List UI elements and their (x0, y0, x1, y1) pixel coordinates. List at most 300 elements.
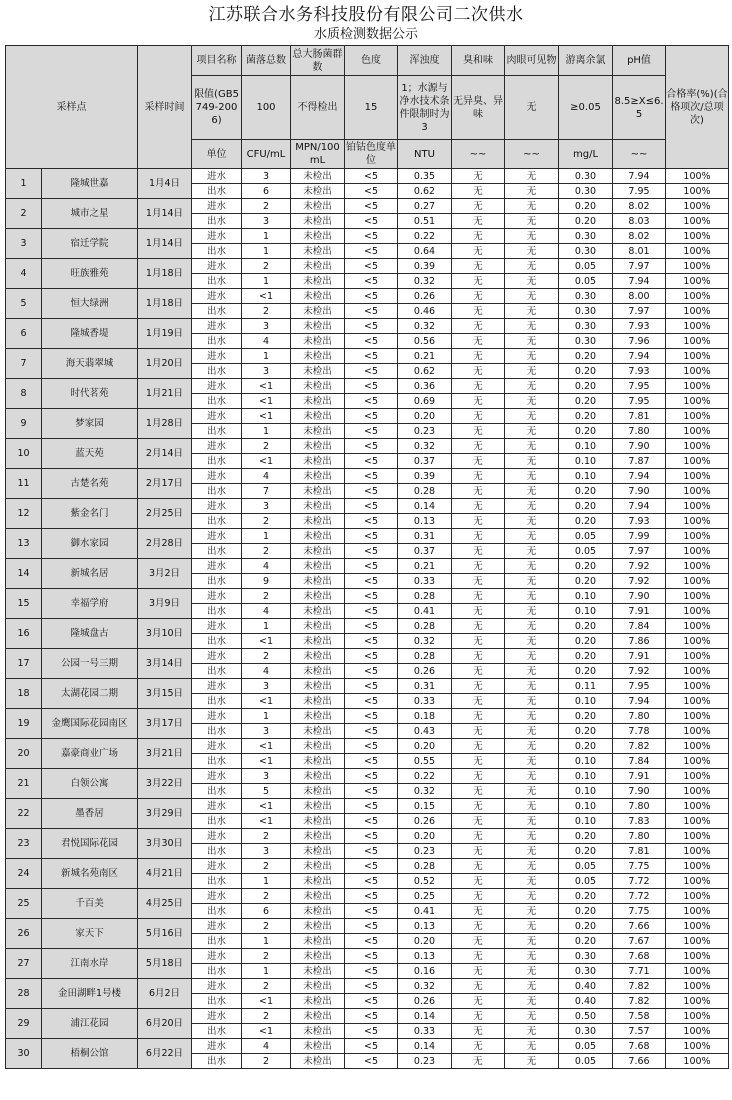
water-type-cell: 出水 (192, 424, 242, 439)
coliform-cell: 未检出 (291, 289, 345, 304)
water-type-cell: 进水 (192, 169, 242, 184)
turbidity-cell: 0.28 (398, 619, 452, 634)
odor-cell: 无 (452, 814, 505, 829)
color-cell: <5 (345, 829, 398, 844)
visible-matter-cell: 无 (505, 619, 559, 634)
coliform-cell: 未检出 (291, 1009, 345, 1024)
header-col-limit: 无 (505, 76, 559, 140)
site-name-cell: 城市之星 (42, 199, 138, 229)
coliform-cell: 未检出 (291, 934, 345, 949)
site-number-cell: 28 (6, 979, 42, 1009)
header-col-unit: MPN/100mL (291, 140, 345, 169)
water-type-cell: 进水 (192, 379, 242, 394)
site-name-cell: 浦江花园 (42, 1009, 138, 1039)
visible-matter-cell: 无 (505, 514, 559, 529)
table-row (6, 169, 729, 184)
colony-count-cell: 2 (242, 259, 291, 274)
coliform-cell: 未检出 (291, 469, 345, 484)
turbidity-cell: 0.37 (398, 544, 452, 559)
turbidity-cell: 0.62 (398, 364, 452, 379)
odor-cell: 无 (452, 649, 505, 664)
ph-cell: 7.90 (613, 484, 666, 499)
visible-matter-cell: 无 (505, 919, 559, 934)
colony-count-cell: 3 (242, 679, 291, 694)
table-row (6, 1009, 729, 1024)
odor-cell: 无 (452, 454, 505, 469)
coliform-cell: 未检出 (291, 754, 345, 769)
odor-cell: 无 (452, 1024, 505, 1039)
color-cell: <5 (345, 409, 398, 424)
turbidity-cell: 0.32 (398, 274, 452, 289)
turbidity-cell: 0.26 (398, 814, 452, 829)
site-number-cell: 27 (6, 949, 42, 979)
odor-cell: 无 (452, 364, 505, 379)
coliform-cell: 未检出 (291, 679, 345, 694)
coliform-cell: 未检出 (291, 1054, 345, 1069)
qualified-rate-cell: 100% (666, 769, 729, 784)
water-type-cell: 出水 (192, 574, 242, 589)
ph-cell: 7.91 (613, 649, 666, 664)
visible-matter-cell: 无 (505, 679, 559, 694)
turbidity-cell: 0.15 (398, 799, 452, 814)
qualified-rate-cell: 100% (666, 1039, 729, 1054)
chlorine-cell: 0.20 (559, 649, 613, 664)
chlorine-cell: 0.20 (559, 844, 613, 859)
water-type-cell: 出水 (192, 304, 242, 319)
colony-count-cell: <1 (242, 289, 291, 304)
qualified-rate-cell: 100% (666, 619, 729, 634)
turbidity-cell: 0.14 (398, 1039, 452, 1054)
color-cell: <5 (345, 1009, 398, 1024)
turbidity-cell: 0.28 (398, 589, 452, 604)
odor-cell: 无 (452, 529, 505, 544)
coliform-cell: 未检出 (291, 244, 345, 259)
table-row (6, 979, 729, 994)
chlorine-cell: 0.10 (559, 454, 613, 469)
water-type-cell: 进水 (192, 979, 242, 994)
turbidity-cell: 0.32 (398, 979, 452, 994)
site-name-cell: 海天翡翠城 (42, 349, 138, 379)
coliform-cell: 未检出 (291, 409, 345, 424)
site-name-cell: 太湖花园二期 (42, 679, 138, 709)
chlorine-cell: 0.20 (559, 214, 613, 229)
qualified-rate-cell: 100% (666, 889, 729, 904)
chlorine-cell: 0.10 (559, 469, 613, 484)
sample-date-cell: 3月2日 (138, 559, 192, 589)
ph-cell: 7.58 (613, 1009, 666, 1024)
ph-cell: 7.95 (613, 184, 666, 199)
qualified-rate-cell: 100% (666, 199, 729, 214)
odor-cell: 无 (452, 184, 505, 199)
color-cell: <5 (345, 679, 398, 694)
ph-cell: 7.94 (613, 469, 666, 484)
turbidity-cell: 0.20 (398, 409, 452, 424)
turbidity-cell: 0.33 (398, 694, 452, 709)
colony-count-cell: 3 (242, 499, 291, 514)
visible-matter-cell: 无 (505, 319, 559, 334)
table-row (6, 679, 729, 694)
qualified-rate-cell: 100% (666, 229, 729, 244)
turbidity-cell: 0.37 (398, 454, 452, 469)
ph-cell: 7.66 (613, 919, 666, 934)
colony-count-cell: 2 (242, 589, 291, 604)
odor-cell: 无 (452, 994, 505, 1009)
color-cell: <5 (345, 619, 398, 634)
turbidity-cell: 0.36 (398, 379, 452, 394)
water-type-cell: 出水 (192, 724, 242, 739)
colony-count-cell: 1 (242, 244, 291, 259)
qualified-rate-cell: 100% (666, 499, 729, 514)
chlorine-cell: 0.10 (559, 439, 613, 454)
water-type-cell: 进水 (192, 619, 242, 634)
water-type-cell: 出水 (192, 814, 242, 829)
turbidity-cell: 0.20 (398, 739, 452, 754)
odor-cell: 无 (452, 229, 505, 244)
color-cell: <5 (345, 1054, 398, 1069)
site-number-cell: 30 (6, 1039, 42, 1069)
site-number-cell: 23 (6, 829, 42, 859)
site-name-cell: 家天下 (42, 919, 138, 949)
colony-count-cell: 2 (242, 1054, 291, 1069)
site-number-cell: 1 (6, 169, 42, 199)
turbidity-cell: 0.32 (398, 784, 452, 799)
sample-date-cell: 1月18日 (138, 289, 192, 319)
color-cell: <5 (345, 184, 398, 199)
ph-cell: 7.83 (613, 814, 666, 829)
chlorine-cell: 0.10 (559, 754, 613, 769)
color-cell: <5 (345, 364, 398, 379)
page-title: 江苏联合水务科技股份有限公司二次供水 (208, 5, 524, 25)
ph-cell: 7.92 (613, 559, 666, 574)
odor-cell: 无 (452, 904, 505, 919)
chlorine-cell: 0.05 (559, 274, 613, 289)
odor-cell: 无 (452, 604, 505, 619)
turbidity-cell: 0.27 (398, 199, 452, 214)
coliform-cell: 未检出 (291, 259, 345, 274)
turbidity-cell: 0.46 (398, 304, 452, 319)
colony-count-cell: 3 (242, 169, 291, 184)
sample-date-cell: 5月18日 (138, 949, 192, 979)
ph-cell: 7.94 (613, 694, 666, 709)
odor-cell: 无 (452, 469, 505, 484)
colony-count-cell: <1 (242, 994, 291, 1009)
site-number-cell: 20 (6, 739, 42, 769)
table-row (6, 289, 729, 304)
ph-cell: 7.66 (613, 1054, 666, 1069)
color-cell: <5 (345, 904, 398, 919)
color-cell: <5 (345, 169, 398, 184)
header-col-name: 总大肠菌群数 (291, 46, 345, 76)
header-col-name: pH值 (613, 46, 666, 76)
water-type-cell: 出水 (192, 844, 242, 859)
table-row (6, 259, 729, 274)
water-type-cell: 进水 (192, 319, 242, 334)
chlorine-cell: 0.20 (559, 709, 613, 724)
odor-cell: 无 (452, 289, 505, 304)
site-number-cell: 24 (6, 859, 42, 889)
visible-matter-cell: 无 (505, 214, 559, 229)
ph-cell: 7.75 (613, 904, 666, 919)
color-cell: <5 (345, 574, 398, 589)
coliform-cell: 未检出 (291, 724, 345, 739)
color-cell: <5 (345, 229, 398, 244)
site-number-cell: 21 (6, 769, 42, 799)
turbidity-cell: 0.55 (398, 754, 452, 769)
colony-count-cell: 1 (242, 349, 291, 364)
chlorine-cell: 0.30 (559, 229, 613, 244)
header-col-name: 浑浊度 (398, 46, 452, 76)
chlorine-cell: 0.05 (559, 859, 613, 874)
site-number-cell: 26 (6, 919, 42, 949)
qualified-rate-cell: 100% (666, 544, 729, 559)
sample-date-cell: 4月21日 (138, 859, 192, 889)
ph-cell: 7.90 (613, 439, 666, 454)
header-col-limit: 1；水源与净水技术条件限制时为3 (398, 76, 452, 140)
color-cell: <5 (345, 874, 398, 889)
visible-matter-cell: 无 (505, 529, 559, 544)
odor-cell: 无 (452, 214, 505, 229)
table-row (6, 709, 729, 724)
turbidity-cell: 0.51 (398, 214, 452, 229)
colony-count-cell: 9 (242, 574, 291, 589)
coliform-cell: 未检出 (291, 694, 345, 709)
color-cell: <5 (345, 664, 398, 679)
sample-date-cell: 3月9日 (138, 589, 192, 619)
turbidity-cell: 0.32 (398, 634, 452, 649)
visible-matter-cell: 无 (505, 289, 559, 304)
ph-cell: 7.95 (613, 379, 666, 394)
chlorine-cell: 0.30 (559, 304, 613, 319)
qualified-rate-cell: 100% (666, 394, 729, 409)
colony-count-cell: 1 (242, 619, 291, 634)
odor-cell: 无 (452, 589, 505, 604)
color-cell: <5 (345, 394, 398, 409)
site-name-cell: 幸福学府 (42, 589, 138, 619)
coliform-cell: 未检出 (291, 439, 345, 454)
site-name-cell: 宿迁学院 (42, 229, 138, 259)
ph-cell: 7.80 (613, 709, 666, 724)
odor-cell: 无 (452, 949, 505, 964)
chlorine-cell: 0.20 (559, 634, 613, 649)
odor-cell: 无 (452, 169, 505, 184)
qualified-rate-cell: 100% (666, 454, 729, 469)
turbidity-cell: 0.23 (398, 424, 452, 439)
water-type-cell: 出水 (192, 274, 242, 289)
turbidity-cell: 0.13 (398, 514, 452, 529)
visible-matter-cell: 无 (505, 274, 559, 289)
odor-cell: 无 (452, 619, 505, 634)
table-row (6, 379, 729, 394)
color-cell: <5 (345, 304, 398, 319)
water-type-cell: 出水 (192, 874, 242, 889)
colony-count-cell: 4 (242, 334, 291, 349)
qualified-rate-cell: 100% (666, 589, 729, 604)
chlorine-cell: 0.05 (559, 1039, 613, 1054)
ph-cell: 7.84 (613, 754, 666, 769)
coliform-cell: 未检出 (291, 874, 345, 889)
turbidity-cell: 0.26 (398, 289, 452, 304)
table-row (6, 559, 729, 574)
ph-cell: 7.80 (613, 424, 666, 439)
ph-cell: 8.03 (613, 214, 666, 229)
water-type-cell: 出水 (192, 184, 242, 199)
site-number-cell: 9 (6, 409, 42, 439)
turbidity-cell: 0.32 (398, 439, 452, 454)
water-type-cell: 出水 (192, 244, 242, 259)
ph-cell: 7.78 (613, 724, 666, 739)
odor-cell: 无 (452, 724, 505, 739)
site-name-cell: 旺族雅苑 (42, 259, 138, 289)
qualified-rate-cell: 100% (666, 349, 729, 364)
water-type-cell: 出水 (192, 754, 242, 769)
header-col-name: 色度 (345, 46, 398, 76)
visible-matter-cell: 无 (505, 169, 559, 184)
site-name-cell: 时代茗苑 (42, 379, 138, 409)
site-name-cell: 白领公寓 (42, 769, 138, 799)
chlorine-cell: 0.30 (559, 1024, 613, 1039)
water-type-cell: 出水 (192, 514, 242, 529)
visible-matter-cell: 无 (505, 874, 559, 889)
water-type-cell: 出水 (192, 994, 242, 1009)
turbidity-cell: 0.14 (398, 499, 452, 514)
turbidity-cell: 0.22 (398, 769, 452, 784)
odor-cell: 无 (452, 754, 505, 769)
visible-matter-cell: 无 (505, 664, 559, 679)
qualified-rate-cell: 100% (666, 334, 729, 349)
ph-cell: 7.81 (613, 844, 666, 859)
colony-count-cell: <1 (242, 739, 291, 754)
water-type-cell: 出水 (192, 454, 242, 469)
color-cell: <5 (345, 424, 398, 439)
colony-count-cell: 6 (242, 904, 291, 919)
chlorine-cell: 0.30 (559, 319, 613, 334)
sample-date-cell: 1月20日 (138, 349, 192, 379)
chlorine-cell: 0.30 (559, 334, 613, 349)
coliform-cell: 未检出 (291, 664, 345, 679)
coliform-cell: 未检出 (291, 544, 345, 559)
site-name-cell: 墨香居 (42, 799, 138, 829)
visible-matter-cell: 无 (505, 409, 559, 424)
turbidity-cell: 0.33 (398, 574, 452, 589)
visible-matter-cell: 无 (505, 889, 559, 904)
sample-date-cell: 1月4日 (138, 169, 192, 199)
turbidity-cell: 0.43 (398, 724, 452, 739)
ph-cell: 7.80 (613, 799, 666, 814)
visible-matter-cell: 无 (505, 1039, 559, 1054)
visible-matter-cell: 无 (505, 964, 559, 979)
color-cell: <5 (345, 289, 398, 304)
coliform-cell: 未检出 (291, 394, 345, 409)
turbidity-cell: 0.13 (398, 919, 452, 934)
turbidity-cell: 0.69 (398, 394, 452, 409)
color-cell: <5 (345, 469, 398, 484)
site-number-cell: 18 (6, 679, 42, 709)
qualified-rate-cell: 100% (666, 679, 729, 694)
colony-count-cell: 1 (242, 964, 291, 979)
site-name-cell: 金鹰国际花园南区 (42, 709, 138, 739)
sample-date-cell: 2月25日 (138, 499, 192, 529)
color-cell: <5 (345, 214, 398, 229)
water-type-cell: 进水 (192, 529, 242, 544)
color-cell: <5 (345, 949, 398, 964)
chlorine-cell: 0.05 (559, 544, 613, 559)
ph-cell: 7.82 (613, 739, 666, 754)
turbidity-cell: 0.28 (398, 649, 452, 664)
sample-date-cell: 1月21日 (138, 379, 192, 409)
color-cell: <5 (345, 379, 398, 394)
turbidity-cell: 0.13 (398, 949, 452, 964)
header-item-label: 项目名称 (192, 46, 242, 76)
odor-cell: 无 (452, 799, 505, 814)
table-header (6, 46, 729, 169)
qualified-rate-cell: 100% (666, 259, 729, 274)
site-name-cell: 御水家园 (42, 529, 138, 559)
colony-count-cell: 2 (242, 919, 291, 934)
chlorine-cell: 0.20 (559, 379, 613, 394)
table-row (6, 349, 729, 364)
site-number-cell: 2 (6, 199, 42, 229)
color-cell: <5 (345, 1024, 398, 1039)
visible-matter-cell: 无 (505, 424, 559, 439)
water-type-cell: 出水 (192, 544, 242, 559)
coliform-cell: 未检出 (291, 349, 345, 364)
ph-cell: 8.02 (613, 229, 666, 244)
sample-date-cell: 6月20日 (138, 1009, 192, 1039)
qualified-rate-cell: 100% (666, 994, 729, 1009)
visible-matter-cell: 无 (505, 304, 559, 319)
site-number-cell: 29 (6, 1009, 42, 1039)
odor-cell: 无 (452, 349, 505, 364)
colony-count-cell: <1 (242, 634, 291, 649)
color-cell: <5 (345, 799, 398, 814)
turbidity-cell: 0.25 (398, 889, 452, 904)
site-number-cell: 22 (6, 799, 42, 829)
water-type-cell: 进水 (192, 919, 242, 934)
color-cell: <5 (345, 1039, 398, 1054)
turbidity-cell: 0.21 (398, 559, 452, 574)
chlorine-cell: 0.10 (559, 604, 613, 619)
chlorine-cell: 0.30 (559, 949, 613, 964)
coliform-cell: 未检出 (291, 499, 345, 514)
color-cell: <5 (345, 499, 398, 514)
odor-cell: 无 (452, 244, 505, 259)
water-type-cell: 进水 (192, 439, 242, 454)
header-col-unit: NTU (398, 140, 452, 169)
site-number-cell: 11 (6, 469, 42, 499)
qualified-rate-cell: 100% (666, 829, 729, 844)
odor-cell: 无 (452, 829, 505, 844)
site-name-cell: 新城名苑南区 (42, 859, 138, 889)
ph-cell: 7.90 (613, 589, 666, 604)
turbidity-cell: 0.39 (398, 469, 452, 484)
colony-count-cell: 6 (242, 184, 291, 199)
qualified-rate-cell: 100% (666, 859, 729, 874)
color-cell: <5 (345, 994, 398, 1009)
visible-matter-cell: 无 (505, 229, 559, 244)
qualified-rate-cell: 100% (666, 319, 729, 334)
ph-cell: 7.93 (613, 319, 666, 334)
colony-count-cell: 2 (242, 304, 291, 319)
colony-count-cell: 2 (242, 439, 291, 454)
qualified-rate-cell: 100% (666, 214, 729, 229)
water-type-cell: 出水 (192, 664, 242, 679)
visible-matter-cell: 无 (505, 934, 559, 949)
colony-count-cell: 2 (242, 859, 291, 874)
visible-matter-cell: 无 (505, 829, 559, 844)
color-cell: <5 (345, 964, 398, 979)
coliform-cell: 未检出 (291, 784, 345, 799)
colony-count-cell: 4 (242, 604, 291, 619)
